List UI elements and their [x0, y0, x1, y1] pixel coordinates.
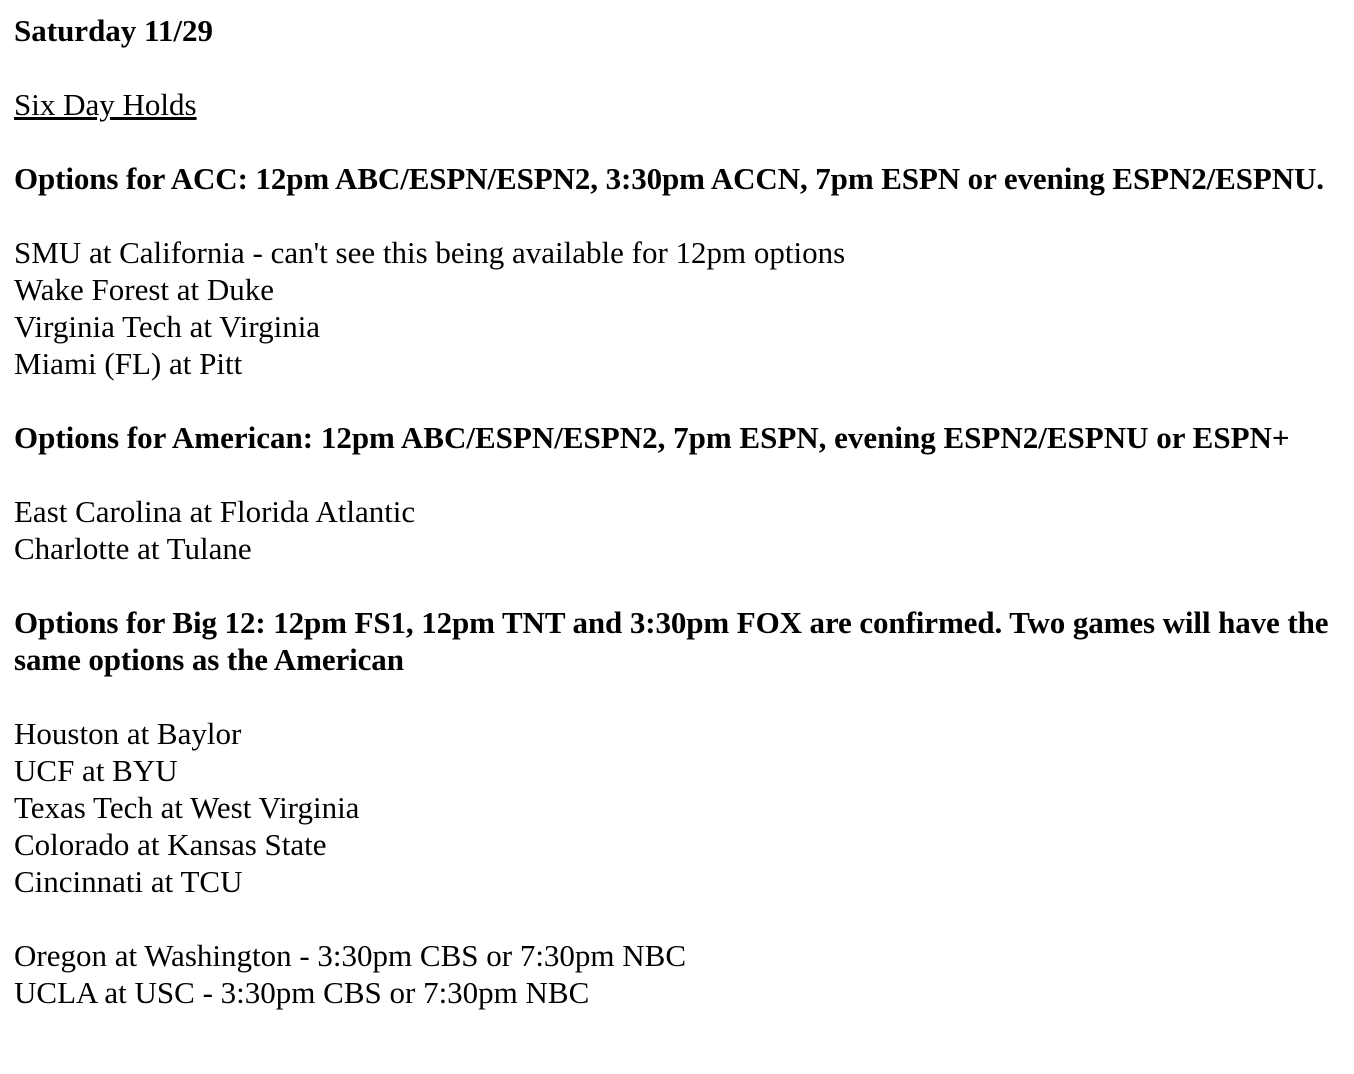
- spacer: [14, 567, 1340, 604]
- section-heading-acc: Options for ACC: 12pm ABC/ESPN/ESPN2, 3:30pm ACCN, 7pm ESPN or evening ESPN2/ESPNU.: [14, 161, 1324, 196]
- game-item: Wake Forest at Duke: [14, 272, 275, 307]
- spacer: [14, 456, 1340, 493]
- spacer: [14, 678, 1340, 715]
- section-american: [14, 419, 1340, 567]
- game-item: UCF at BYU: [14, 753, 178, 788]
- section-other-games: [14, 937, 1340, 1011]
- game-item: UCLA at USC - 3:30pm CBS or 7:30pm NBC: [14, 975, 590, 1010]
- game-item: Virginia Tech at Virginia: [14, 309, 321, 344]
- game-item: Colorado at Kansas State: [14, 827, 327, 862]
- game-item: Miami (FL) at Pitt: [14, 346, 243, 381]
- section-heading-big12: Options for Big 12: 12pm FS1, 12pm TNT and 3:30pm FOX are confirmed. Two games will have the same options as the American: [14, 605, 1329, 677]
- game-item: Texas Tech at West Virginia: [14, 790, 360, 825]
- game-item: SMU at California - can't see this being available for 12pm options: [14, 235, 846, 270]
- six-day-holds-link[interactable]: Six Day Holds: [14, 87, 197, 122]
- spacer: [14, 900, 1340, 937]
- section-big12: [14, 604, 1340, 900]
- game-item: East Carolina at Florida Atlantic: [14, 494, 416, 529]
- game-item: Cincinnati at TCU: [14, 864, 243, 899]
- spacer: [14, 49, 1340, 86]
- game-item: Houston at Baylor: [14, 716, 242, 751]
- game-item: Oregon at Washington - 3:30pm CBS or 7:30pm NBC: [14, 938, 687, 973]
- section-acc: [14, 160, 1340, 382]
- spacer: [14, 123, 1340, 160]
- game-item: Charlotte at Tulane: [14, 531, 252, 566]
- spacer: [14, 382, 1340, 419]
- section-heading-american: Options for American: 12pm ABC/ESPN/ESPN2, 7pm ESPN, evening ESPN2/ESPNU or ESPN+: [14, 420, 1290, 455]
- spacer: [14, 197, 1340, 234]
- date-heading: Saturday 11/29: [14, 13, 213, 48]
